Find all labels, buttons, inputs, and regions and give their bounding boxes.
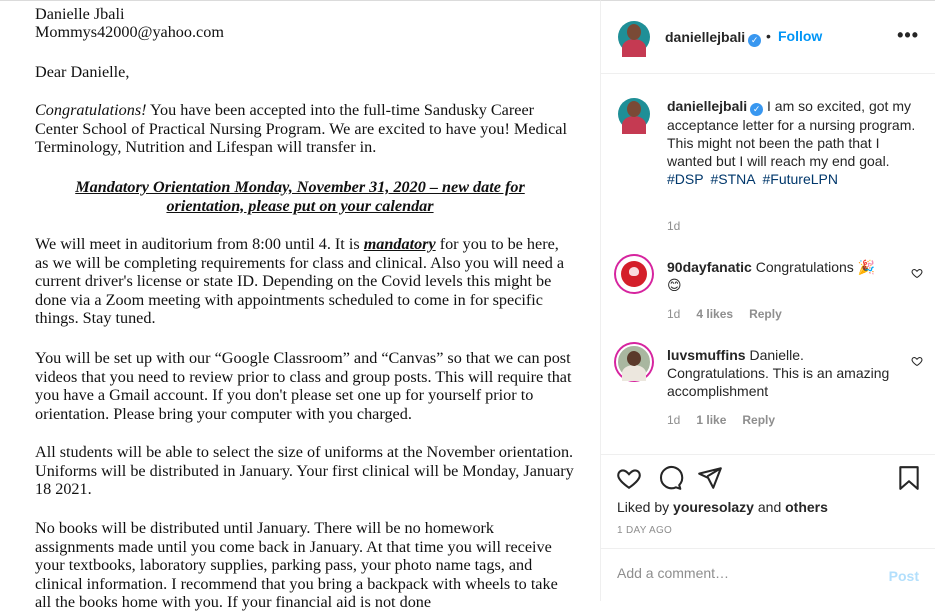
- letter-paragraph-4: All students will be able to select the size of uniforms at the November orientation. Uniforms will be distributed in January. Your first clinical will be Monday, January 18 2021.: [35, 443, 574, 499]
- comment-bubble-icon[interactable]: [657, 465, 683, 491]
- letter-greeting: Dear Danielle,: [35, 63, 130, 81]
- letter-recipient-email: Mommys42000@yahoo.com: [35, 23, 224, 41]
- post-side-panel: [600, 0, 935, 601]
- letter-paragraph-2: [35, 235, 575, 328]
- hashtag[interactable]: #DSP: [667, 171, 704, 187]
- liked-by-and: and: [753, 499, 786, 515]
- commenter-username[interactable]: 90dayfanatic: [667, 259, 752, 275]
- comment-time[interactable]: 1d: [667, 307, 681, 321]
- post-comment-button[interactable]: Post: [888, 568, 919, 584]
- reply-button[interactable]: Reply: [742, 413, 776, 427]
- letter-paragraph-1: [35, 101, 575, 157]
- letter-paragraph-5: No books will be distributed until January. There will be no homework assignments made until you come back in January. At that time you will receive your textbooks, laboratory supplies, parking pass, your photo name tags, and clinical information. I recommend that you bring a backpack with wheels to take all the books home with you. If your financial aid is not done: [35, 519, 558, 612]
- comment-body: Congratulations 🎉 😊: [667, 259, 876, 293]
- comment-body: Danielle. Congratulations. This is an amazing accomplishment: [667, 347, 890, 399]
- caption-username[interactable]: daniellejbali: [667, 98, 748, 114]
- letter-paragraph-3: You will be set up with our “Google Classroom” and “Canvas” so that we can post videos that you need to review prior to class and group posts. This will require that you have a Gmail account. If you don't please set one up for yourself prior to orientation. Please bring your computer with you charged.: [35, 349, 572, 423]
- hashtag-list: [667, 171, 841, 187]
- caption-avatar[interactable]: [618, 98, 650, 130]
- comment-like-heart-icon[interactable]: [911, 267, 923, 279]
- like-heart-icon[interactable]: [616, 465, 642, 491]
- comment-text: [667, 346, 892, 400]
- comment-text: [667, 258, 892, 294]
- add-comment-input[interactable]: [617, 565, 867, 581]
- owner-avatar[interactable]: [618, 21, 650, 53]
- hashtag[interactable]: #FutureLPN: [762, 171, 838, 187]
- verified-badge-icon: ✓: [748, 34, 761, 47]
- liked-by-line: [617, 499, 828, 515]
- verified-badge-icon: ✓: [750, 103, 763, 116]
- add-comment-bar: [601, 548, 935, 602]
- letter-p1-body: You have been accepted into the full-time Sandusky Career Center School of Practical Nursing Program. We are excited to have you! Medical Terminology, Nutrition and Lifespan will transfer in.: [35, 101, 567, 157]
- commenter-avatar[interactable]: [616, 256, 652, 292]
- comment-likes[interactable]: 1 like: [696, 413, 727, 427]
- hashtag[interactable]: #STNA: [710, 171, 756, 187]
- letter-p2-b: for you to be here, as we will be completing requirements for class and clinical. Also you will need a current driver's license or state ID. Depending on the Covid levels this might be done via a Zoom meeting with appointments scheduled to come in for specific things. Stay tuned.: [35, 235, 565, 328]
- liked-by-prefix: Liked by: [617, 499, 674, 515]
- comment-meta: [667, 413, 791, 427]
- commenter-username[interactable]: luvsmuffins: [667, 347, 746, 363]
- letter-mandatory: mandatory: [363, 235, 436, 253]
- owner-username[interactable]: [665, 29, 761, 47]
- share-send-icon[interactable]: [697, 465, 723, 491]
- letter-recipient-name: Danielle Jbali: [35, 5, 125, 23]
- letter-orientation-heading: Mandatory Orientation Monday, November 31, 2020 – new date for orientation, please put on your calendar: [75, 178, 525, 215]
- reply-button[interactable]: Reply: [749, 307, 782, 321]
- caption-body: I am so excited, got my acceptance letter for a nursing program. This might not been the path that I wanted but I will reach my end goal.: [667, 98, 916, 169]
- liked-by-user[interactable]: youresolazy: [673, 499, 754, 515]
- letter-p2-a: We will meet in auditorium from 8:00 until 4. It is: [35, 235, 364, 253]
- post-header: [601, 1, 935, 74]
- post-timestamp[interactable]: 1 DAY AGO: [617, 525, 673, 536]
- comment-like-heart-icon[interactable]: [911, 355, 923, 367]
- follow-button[interactable]: Follow: [778, 28, 823, 44]
- comment-time[interactable]: 1d: [667, 413, 681, 427]
- post-actions: [601, 454, 935, 548]
- comment-meta: [667, 307, 798, 321]
- liked-by-others[interactable]: others: [785, 499, 828, 515]
- comment-likes[interactable]: 4 likes: [696, 307, 734, 321]
- letter-congrats: Congratulations!: [35, 101, 147, 119]
- save-bookmark-icon[interactable]: [896, 465, 922, 491]
- more-options-icon[interactable]: •••: [897, 25, 919, 45]
- caption-text: [667, 97, 922, 188]
- separator-dot: •: [766, 28, 771, 44]
- commenter-avatar[interactable]: [616, 344, 652, 380]
- caption-time[interactable]: 1d: [667, 219, 681, 233]
- owner-username-text[interactable]: daniellejbali: [665, 29, 746, 45]
